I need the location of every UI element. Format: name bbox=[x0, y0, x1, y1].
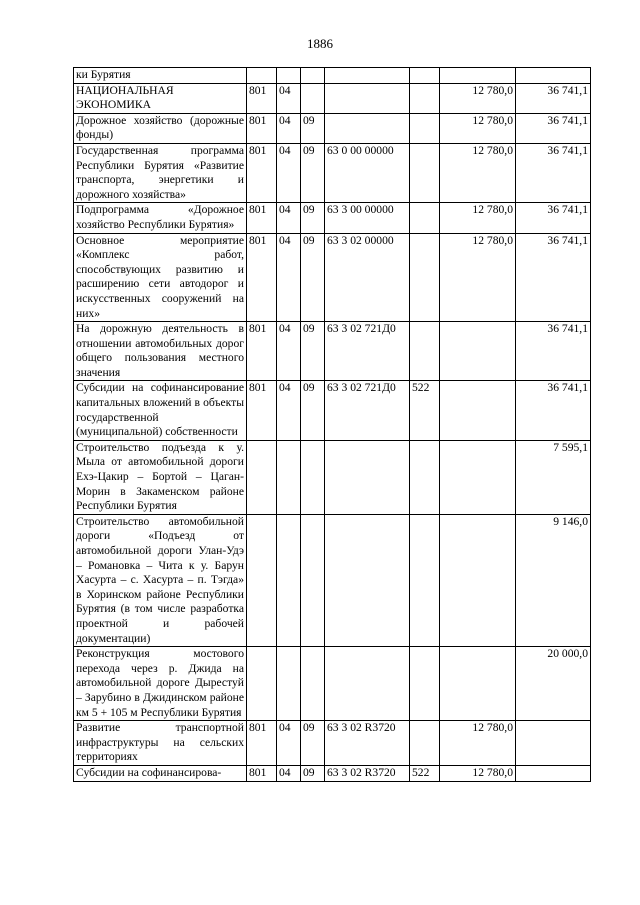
table-row bbox=[74, 113, 591, 143]
cell-name: Строительство подъезда к у. Мыла от автомобильной дороги Ехэ-Цакир – Бортой – Цаган-Морин в Закаменском районе Республики Бурятия bbox=[74, 440, 247, 514]
cell-amount-2: 36 741,1 bbox=[516, 83, 591, 113]
cell-target-article bbox=[325, 113, 410, 143]
cell-section-code: 04 bbox=[277, 381, 301, 440]
cell-amount-2: 9 146,0 bbox=[516, 514, 591, 646]
cell-amount-2 bbox=[516, 68, 591, 84]
cell-subsection-code bbox=[301, 68, 325, 84]
cell-amount-2: 7 595,1 bbox=[516, 440, 591, 514]
cell-amount-1: 12 780,0 bbox=[440, 83, 516, 113]
cell-target-article: 63 3 02 00000 bbox=[325, 233, 410, 322]
cell-ministry-code bbox=[247, 68, 277, 84]
cell-name: Строительство автомобильной дороги «Подъезд от автомобильной дороги Улан-Удэ – Романовка – Чита к у. Барун Хасурта – с. Хасурта – п. Тэгда» в Хоринском районе Республики Бурятия (в том числе разработка проектной и рабочей документации) bbox=[74, 514, 247, 646]
table-row bbox=[74, 647, 591, 721]
cell-expense-type bbox=[410, 113, 440, 143]
cell-expense-type: 522 bbox=[410, 381, 440, 440]
cell-subsection-code: 09 bbox=[301, 322, 325, 381]
cell-section-code: 04 bbox=[277, 83, 301, 113]
cell-ministry-code: 801 bbox=[247, 203, 277, 233]
cell-section-code bbox=[277, 440, 301, 514]
cell-amount-1: 12 780,0 bbox=[440, 203, 516, 233]
cell-target-article: 63 3 02 R3720 bbox=[325, 721, 410, 766]
table-row bbox=[74, 68, 591, 84]
cell-subsection-code: 09 bbox=[301, 143, 325, 202]
cell-amount-1: 12 780,0 bbox=[440, 765, 516, 781]
cell-name: НАЦИОНАЛЬНАЯ ЭКОНОМИКА bbox=[74, 83, 247, 113]
cell-name: Основное мероприятие «Комплекс работ, способствующих развитию и расширению сети автодорог и искусственных сооружений на них» bbox=[74, 233, 247, 322]
cell-subsection-code: 09 bbox=[301, 233, 325, 322]
cell-name: Развитие транспортной инфраструктуры на сельских территориях bbox=[74, 721, 247, 766]
cell-section-code bbox=[277, 514, 301, 646]
cell-section-code bbox=[277, 647, 301, 721]
cell-amount-1 bbox=[440, 68, 516, 84]
table-row bbox=[74, 322, 591, 381]
cell-amount-1: 12 780,0 bbox=[440, 143, 516, 202]
cell-amount-1 bbox=[440, 514, 516, 646]
cell-target-article bbox=[325, 440, 410, 514]
table-row bbox=[74, 203, 591, 233]
cell-ministry-code bbox=[247, 647, 277, 721]
cell-ministry-code: 801 bbox=[247, 765, 277, 781]
table-row bbox=[74, 721, 591, 766]
cell-expense-type bbox=[410, 143, 440, 202]
cell-ministry-code: 801 bbox=[247, 233, 277, 322]
cell-expense-type bbox=[410, 83, 440, 113]
cell-name: ки Бурятия bbox=[74, 68, 247, 84]
cell-name: Субсидии на софинансирование капитальных вложений в объекты государственной (муниципальной) собственности bbox=[74, 381, 247, 440]
cell-ministry-code: 801 bbox=[247, 113, 277, 143]
cell-amount-2: 36 741,1 bbox=[516, 322, 591, 381]
table-row bbox=[74, 381, 591, 440]
cell-expense-type bbox=[410, 68, 440, 84]
cell-target-article: 63 3 00 00000 bbox=[325, 203, 410, 233]
cell-name: Подпрограмма «Дорожное хозяйство Республики Бурятия» bbox=[74, 203, 247, 233]
cell-ministry-code: 801 bbox=[247, 322, 277, 381]
table-body bbox=[74, 68, 591, 782]
cell-expense-type bbox=[410, 322, 440, 381]
cell-target-article: 63 3 02 721Д0 bbox=[325, 381, 410, 440]
cell-subsection-code: 09 bbox=[301, 381, 325, 440]
cell-name: Государственная программа Республики Бурятия «Развитие транспорта, энергетики и дорожного хозяйства» bbox=[74, 143, 247, 202]
cell-target-article bbox=[325, 83, 410, 113]
table-row bbox=[74, 233, 591, 322]
cell-target-article: 63 3 02 721Д0 bbox=[325, 322, 410, 381]
cell-name: Субсидии на софинансирова- bbox=[74, 765, 247, 781]
cell-section-code: 04 bbox=[277, 203, 301, 233]
cell-section-code: 04 bbox=[277, 322, 301, 381]
cell-expense-type bbox=[410, 514, 440, 646]
cell-subsection-code: 09 bbox=[301, 113, 325, 143]
cell-name: На дорожную деятельность в отношении автомобильных дорог общего пользования местного значения bbox=[74, 322, 247, 381]
cell-ministry-code bbox=[247, 514, 277, 646]
cell-target-article bbox=[325, 647, 410, 721]
cell-amount-1 bbox=[440, 440, 516, 514]
cell-target-article bbox=[325, 514, 410, 646]
cell-target-article: 63 0 00 00000 bbox=[325, 143, 410, 202]
cell-section-code: 04 bbox=[277, 721, 301, 766]
cell-amount-2: 36 741,1 bbox=[516, 143, 591, 202]
cell-amount-2: 20 000,0 bbox=[516, 647, 591, 721]
cell-section-code: 04 bbox=[277, 143, 301, 202]
cell-target-article bbox=[325, 68, 410, 84]
table-row bbox=[74, 83, 591, 113]
cell-amount-2: 36 741,1 bbox=[516, 203, 591, 233]
cell-expense-type bbox=[410, 440, 440, 514]
cell-section-code: 04 bbox=[277, 233, 301, 322]
cell-subsection-code: 09 bbox=[301, 765, 325, 781]
cell-subsection-code bbox=[301, 647, 325, 721]
cell-amount-2 bbox=[516, 765, 591, 781]
cell-expense-type bbox=[410, 721, 440, 766]
cell-amount-1 bbox=[440, 381, 516, 440]
table-row bbox=[74, 514, 591, 646]
cell-amount-2: 36 741,1 bbox=[516, 233, 591, 322]
cell-amount-1: 12 780,0 bbox=[440, 233, 516, 322]
cell-amount-1: 12 780,0 bbox=[440, 721, 516, 766]
cell-ministry-code: 801 bbox=[247, 83, 277, 113]
cell-name: Реконструкция мостового перехода через р. Джида на автомобильной дороге Дырестуй – Зарубино в Джидинском районе км 5 + 105 м Республики Бурятия bbox=[74, 647, 247, 721]
cell-amount-1 bbox=[440, 647, 516, 721]
cell-expense-type: 522 bbox=[410, 765, 440, 781]
cell-section-code bbox=[277, 68, 301, 84]
table-row bbox=[74, 143, 591, 202]
cell-amount-2 bbox=[516, 721, 591, 766]
cell-expense-type bbox=[410, 233, 440, 322]
cell-subsection-code bbox=[301, 83, 325, 113]
cell-subsection-code: 09 bbox=[301, 203, 325, 233]
cell-name: Дорожное хозяйство (дорожные фонды) bbox=[74, 113, 247, 143]
cell-subsection-code: 09 bbox=[301, 721, 325, 766]
cell-amount-1 bbox=[440, 322, 516, 381]
cell-amount-2: 36 741,1 bbox=[516, 113, 591, 143]
cell-subsection-code bbox=[301, 440, 325, 514]
cell-subsection-code bbox=[301, 514, 325, 646]
cell-ministry-code: 801 bbox=[247, 381, 277, 440]
table-row bbox=[74, 440, 591, 514]
table-row bbox=[74, 765, 591, 781]
cell-section-code: 04 bbox=[277, 113, 301, 143]
cell-amount-1: 12 780,0 bbox=[440, 113, 516, 143]
cell-ministry-code bbox=[247, 440, 277, 514]
cell-expense-type bbox=[410, 203, 440, 233]
page-number: 1886 bbox=[307, 36, 333, 51]
cell-ministry-code: 801 bbox=[247, 721, 277, 766]
cell-expense-type bbox=[410, 647, 440, 721]
cell-target-article: 63 3 02 R3720 bbox=[325, 765, 410, 781]
budget-table bbox=[73, 67, 591, 782]
cell-ministry-code: 801 bbox=[247, 143, 277, 202]
cell-amount-2: 36 741,1 bbox=[516, 381, 591, 440]
cell-section-code: 04 bbox=[277, 765, 301, 781]
